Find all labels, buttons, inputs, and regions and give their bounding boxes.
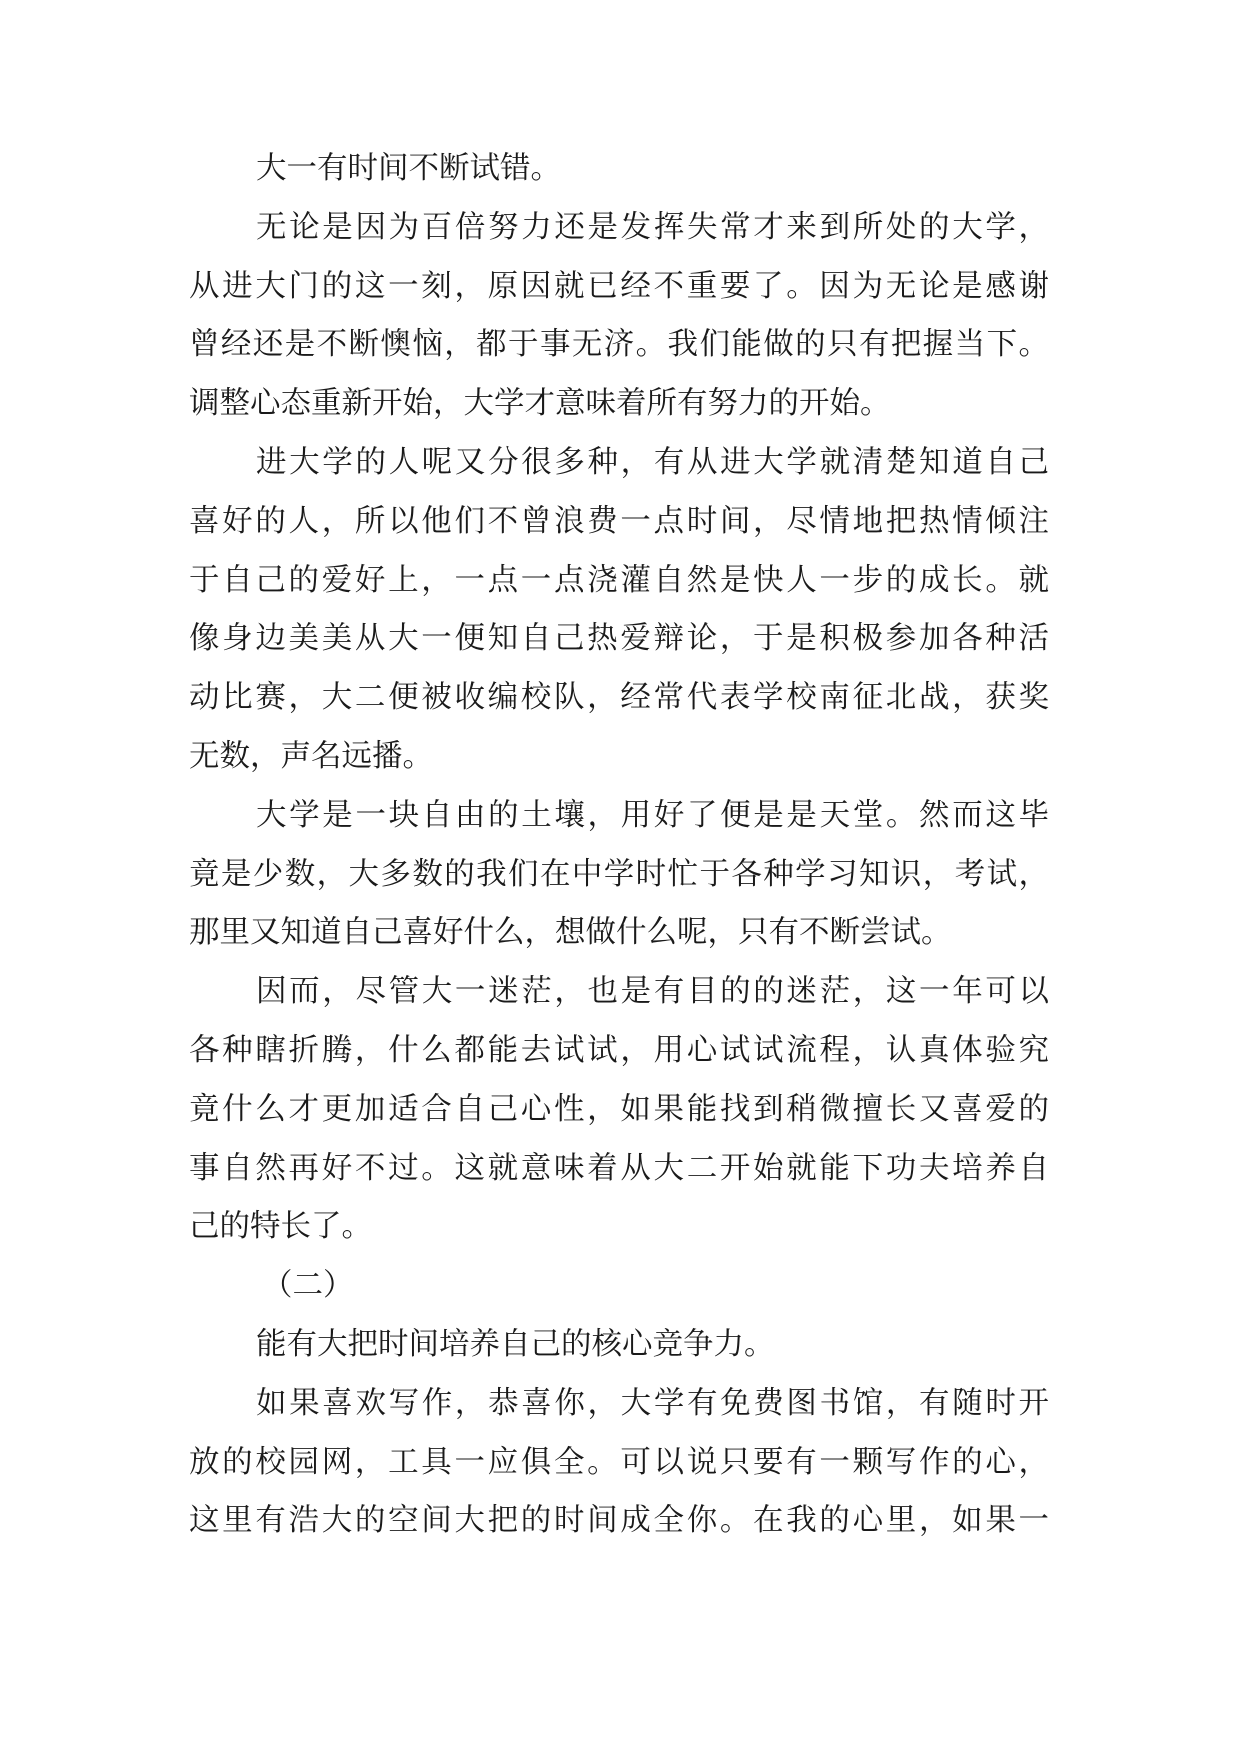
text-line: 进大学的人呢又分很多种，有从进大学就清楚知道自己 xyxy=(256,444,1049,480)
text-line: 竟是少数，大多数的我们在中学时忙于各种学习知识，考试， xyxy=(189,856,1049,892)
text-line: 大学是一块自由的土壤，用好了便是是天堂。然而这毕 xyxy=(256,797,1049,833)
text-line: 放的校园网，工具一应俱全。可以说只要有一颗写作的心， xyxy=(189,1444,1049,1480)
text-line: 动比赛，大二便被收编校队，经常代表学校南征北战，获奖 xyxy=(189,680,1049,716)
text-line: 曾经还是不断懊恼，都于事无济。我们能做的只有把握当下。 xyxy=(189,327,1049,363)
text-line: 大一有时间不断试错。 xyxy=(256,151,561,186)
text-line: 因而，尽管大一迷茫，也是有目的的迷茫，这一年可以 xyxy=(256,974,1049,1010)
document-body xyxy=(189,140,1049,1551)
text-line: 于自己的爱好上，一点一点浇灌自然是快人一步的成长。就 xyxy=(189,562,1049,598)
text-line: 从进大门的这一刻，原因就已经不重要了。因为无论是感谢 xyxy=(189,268,1049,304)
text-line: 像身边美美从大一便知自己热爱辩论，于是积极参加各种活 xyxy=(189,621,1049,657)
text-line: 那里又知道自己喜好什么，想做什么呢，只有不断尝试。 xyxy=(189,915,952,951)
text-line: 能有大把时间培养自己的核心竞争力。 xyxy=(256,1326,775,1362)
text-line: 如果喜欢写作，恭喜你，大学有免费图书馆，有随时开 xyxy=(256,1385,1049,1421)
text-line: 这里有浩大的空间大把的时间成全你。在我的心里，如果一 xyxy=(189,1503,1049,1539)
text-line: 己的特长了。 xyxy=(189,1209,372,1245)
text-line: 各种瞎折腾，什么都能去试试，用心试试流程，认真体验究 xyxy=(189,1032,1049,1068)
text-line: 无论是因为百倍努力还是发挥失常才来到所处的大学， xyxy=(256,209,1049,245)
text-line: 事自然再好不过。这就意味着从大二开始就能下功夫培养自 xyxy=(189,1150,1049,1186)
text-line: 竟什么才更加适合自己心性，如果能找到稍微擅长又喜爱的 xyxy=(189,1091,1049,1127)
text-line: 无数，声名远播。 xyxy=(189,738,433,774)
text-line: 喜好的人，所以他们不曾浪费一点时间，尽情地把热情倾注 xyxy=(189,503,1049,539)
section-heading: （二） xyxy=(262,1268,354,1304)
text-line: 调整心态重新开始，大学才意味着所有努力的开始。 xyxy=(189,386,891,422)
